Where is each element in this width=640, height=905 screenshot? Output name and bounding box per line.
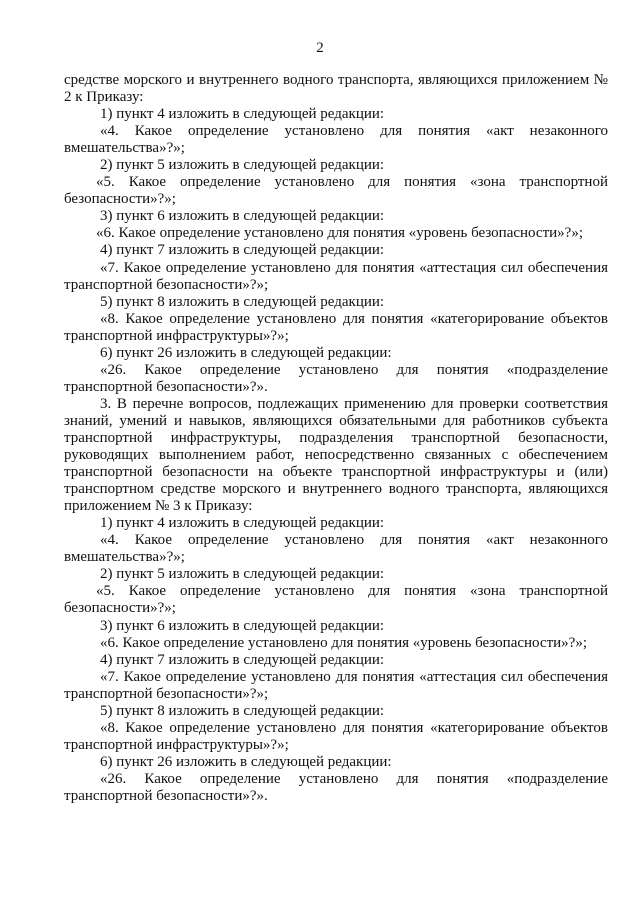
paragraph-quote: «5. Какое определение установлено для понятия «зона транспортной безопасности»?»; — [64, 583, 608, 617]
document-body — [64, 72, 608, 805]
paragraph-instruction: 2) пункт 5 изложить в следующей редакции: — [100, 157, 385, 174]
paragraph-instruction: 6) пункт 26 изложить в следующей редакции: — [100, 344, 392, 361]
paragraph-instruction: 2) пункт 5 изложить в следующей редакции: — [100, 566, 385, 583]
paragraph-quote: «26. Какое определение установлено для понятия «подразделение транспортной безопасности»?». — [64, 770, 608, 804]
paragraph-quote: «5. Какое определение установлено для понятия «зона транспортной безопасности»?»; — [64, 174, 608, 208]
paragraph-quote: «26. Какое определение установлено для понятия «подразделение транспортной безопасности»?». — [64, 361, 608, 395]
paragraph-quote: «6. Какое определение установлено для понятия «уровень безопасности»?»; — [96, 225, 583, 242]
paragraph-instruction: 4) пункт 7 изложить в следующей редакции: — [100, 651, 385, 668]
paragraph-instruction: 6) пункт 26 изложить в следующей редакции: — [100, 753, 392, 770]
paragraph-instruction: 3) пункт 6 изложить в следующей редакции: — [100, 617, 385, 634]
paragraph-quote: «4. Какое определение установлено для понятия «акт незаконного вмешательства»?»; — [64, 123, 608, 157]
paragraph-instruction: 4) пункт 7 изложить в следующей редакции: — [100, 242, 385, 259]
paragraph-instruction: 5) пункт 8 изложить в следующей редакции: — [100, 293, 385, 310]
paragraph-instruction: 1) пункт 4 изложить в следующей редакции: — [100, 106, 385, 123]
paragraph-quote: «6. Какое определение установлено для понятия «уровень безопасности»?»; — [100, 634, 587, 651]
paragraph-quote: «7. Какое определение установлено для понятия «аттестация сил обеспечения транспортной безопасности»?»; — [64, 668, 608, 702]
paragraph-continuation: средстве морского и внутреннего водного транспорта, являющихся приложением № 2 к Приказу: — [64, 72, 608, 106]
paragraph-instruction: 1) пункт 4 изложить в следующей редакции: — [100, 515, 385, 532]
paragraph-quote: «4. Какое определение установлено для понятия «акт незаконного вмешательства»?»; — [64, 532, 608, 566]
paragraph-section-3: 3. В перечне вопросов, подлежащих применению для проверки соответствия знаний, умений и навыков, являющихся обязательными для работников субъекта транспортной инфраструктуры, подразделения транспортной безопасности, руководящих выполнением работ, непосредственно связанных с обеспечением транспортной безопасности на объекте транспортной инфраструктуры и (или) транспортном средстве морского и внутреннего водного транспорта, являющихся приложением № 3 к Приказу: — [64, 395, 608, 515]
paragraph-instruction: 5) пункт 8 изложить в следующей редакции: — [100, 702, 385, 719]
paragraph-quote: «7. Какое определение установлено для понятия «аттестация сил обеспечения транспортной безопасности»?»; — [64, 259, 608, 293]
paragraph-instruction: 3) пункт 6 изложить в следующей редакции: — [100, 208, 385, 225]
paragraph-quote: «8. Какое определение установлено для понятия «категорирование объектов транспортной инфраструктуры»?»; — [64, 719, 608, 753]
paragraph-quote: «8. Какое определение установлено для понятия «категорирование объектов транспортной инфраструктуры»?»; — [64, 310, 608, 344]
page-number: 2 — [316, 40, 324, 56]
